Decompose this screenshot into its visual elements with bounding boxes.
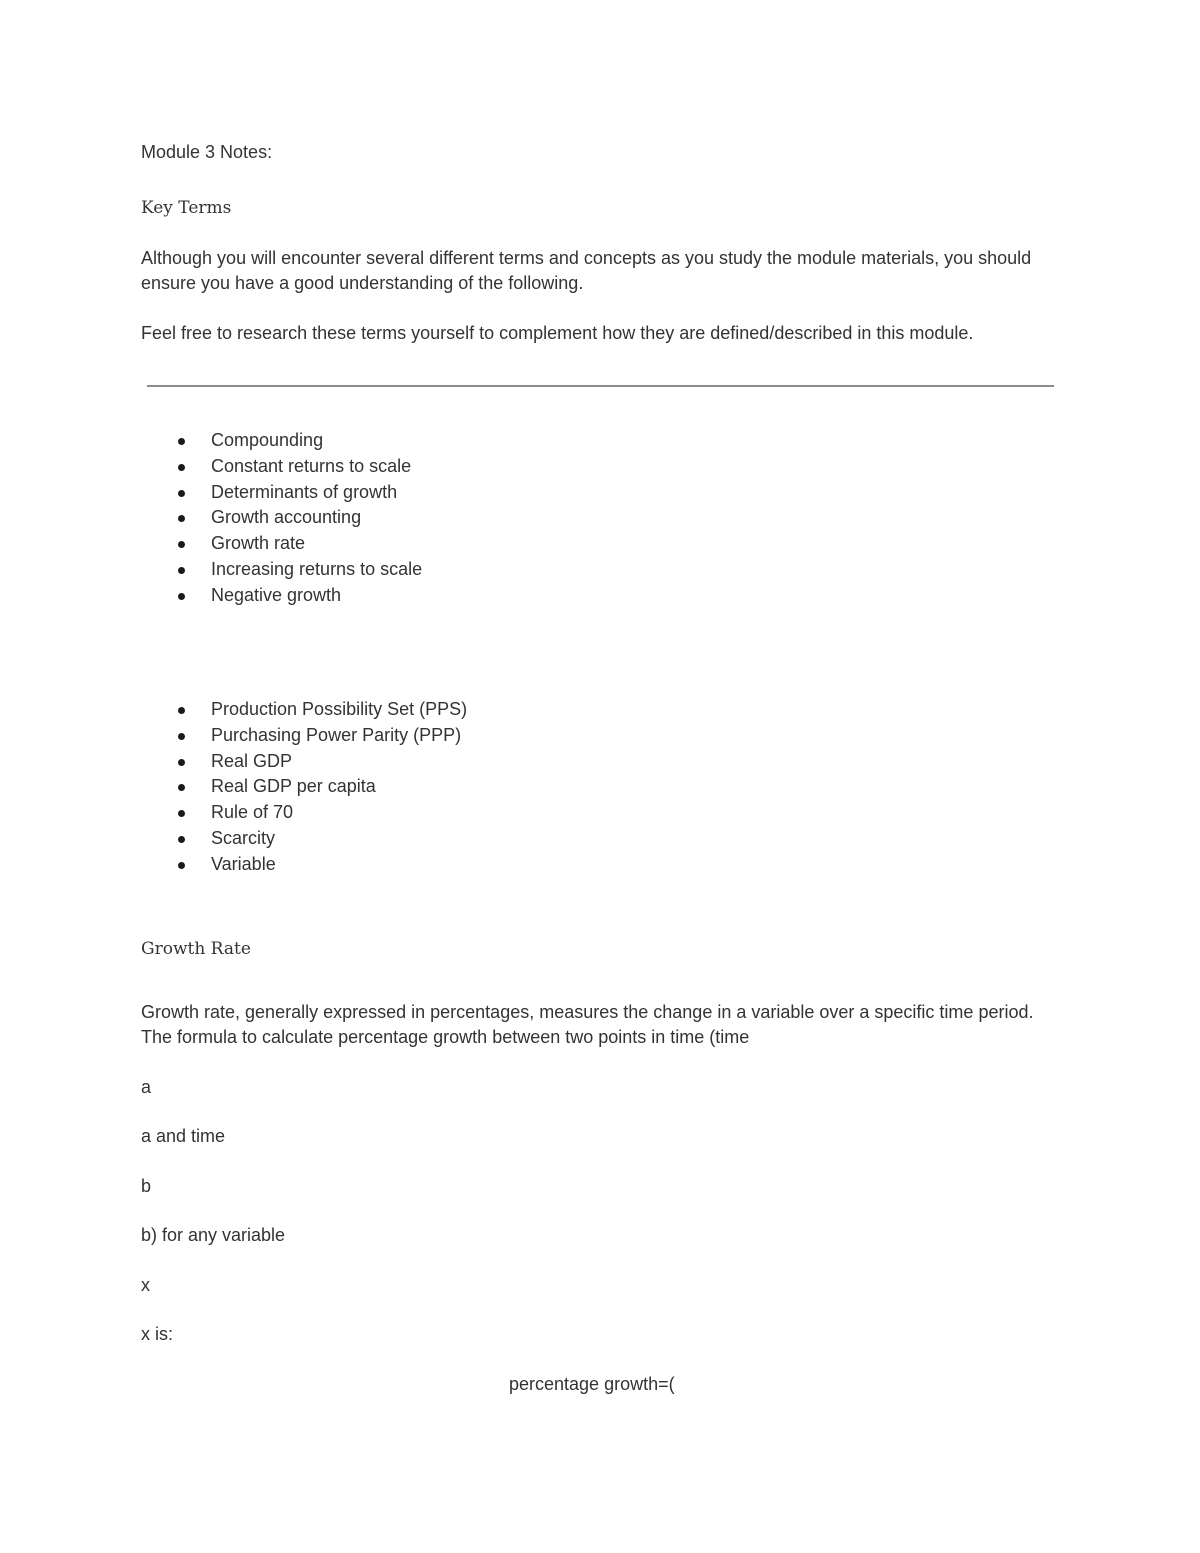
list-item [141, 480, 422, 506]
bullet-icon [178, 733, 185, 740]
percentage-growth-formula: percentage growth=( [509, 1374, 675, 1394]
research-paragraph: Feel free to research these terms yourself to complement how they are defined/described in this module. [141, 323, 974, 343]
term-label: Growth rate [211, 533, 306, 554]
term-label: Real GDP [211, 750, 293, 771]
list-item [141, 557, 422, 583]
list-item [141, 697, 467, 723]
growth-rate-heading: Growth Rate [141, 939, 251, 959]
bullet-icon [178, 567, 185, 574]
bullet-icon [178, 464, 185, 471]
text-fragment: a and time [141, 1126, 226, 1146]
term-label: Determinants of growth [211, 481, 398, 502]
term-label: Variable [211, 853, 276, 874]
term-label: Growth accounting [211, 507, 362, 528]
key-terms-list-1 [141, 428, 422, 609]
list-item [141, 723, 467, 749]
bullet-icon [178, 515, 185, 522]
bullet-icon [178, 490, 185, 497]
text-fragment: a [141, 1077, 152, 1097]
list-item [141, 583, 422, 609]
bullet-icon [178, 707, 185, 714]
text-fragment: b) for any variable [141, 1225, 286, 1245]
term-label: Purchasing Power Parity (PPP) [211, 724, 462, 745]
bullet-icon [178, 541, 185, 548]
bullet-icon [178, 862, 185, 869]
bullet-icon [178, 836, 185, 843]
bullet-icon [178, 593, 185, 600]
list-item [141, 505, 422, 531]
text-fragment: x is: [141, 1324, 174, 1344]
growth-rate-paragraph: Growth rate, generally expressed in percentages, measures the change in a variable over a specific time period. The formula to calculate percentage growth between two points in time (time [141, 1002, 1034, 1047]
list-item [141, 826, 467, 852]
term-label: Real GDP per capita [211, 776, 376, 797]
list-item [141, 454, 422, 480]
bullet-icon [178, 759, 185, 766]
term-label: Rule of 70 [211, 802, 294, 823]
text-fragment: b [141, 1176, 152, 1196]
term-label: Increasing returns to scale [211, 558, 423, 579]
horizontal-divider [147, 385, 1054, 387]
term-label: Production Possibility Set (PPS) [211, 699, 468, 719]
text-fragment: x [141, 1275, 150, 1295]
term-label: Scarcity [211, 827, 276, 848]
term-label: Negative growth [211, 584, 342, 605]
page-title: Module 3 Notes: [141, 142, 273, 162]
key-terms-list-2 [141, 697, 467, 878]
list-item [141, 800, 467, 826]
bullet-icon [178, 438, 185, 445]
list-item [141, 428, 422, 454]
bullet-icon [178, 784, 185, 791]
term-label: Constant returns to scale [211, 455, 412, 476]
bullet-icon [178, 810, 185, 817]
intro-paragraph: Although you will encounter several different terms and concepts as you study the module materials, you should ensure you have a good understanding of the following. [141, 248, 1032, 293]
list-item [141, 852, 467, 878]
list-item [141, 531, 422, 557]
list-item [141, 749, 467, 775]
term-label: Compounding [211, 430, 324, 450]
key-terms-heading: Key Terms [141, 198, 232, 218]
list-item [141, 774, 467, 800]
